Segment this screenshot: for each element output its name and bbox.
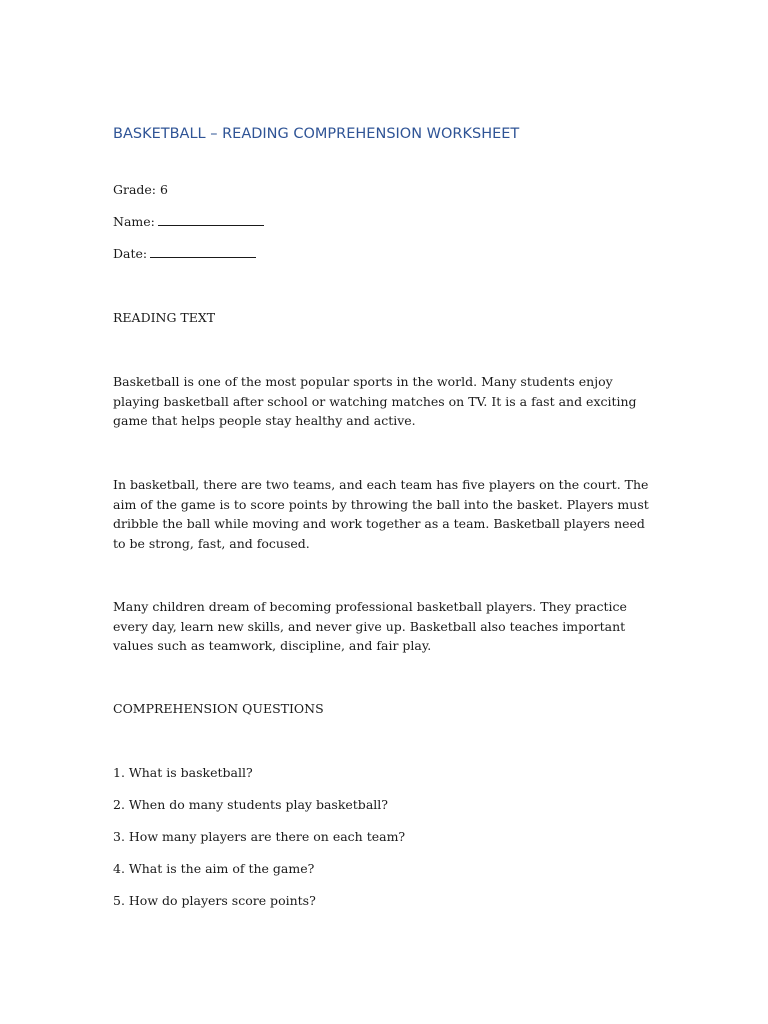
reading-heading: READING TEXT bbox=[113, 310, 216, 325]
reading-paragraph: Basketball is one of the most popular sports in the world. Many students enjoy playing basketball after school or watching matches on TV. It is a fast and exciting game that helps people stay healthy and active. bbox=[113, 374, 637, 429]
question-item: 2. When do many students play basketball? bbox=[113, 797, 388, 812]
question-item: 3. How many players are there on each team? bbox=[113, 829, 406, 844]
question-item: 1. What is basketball? bbox=[113, 765, 253, 780]
name-label: Name: bbox=[113, 214, 155, 229]
name-blank[interactable] bbox=[158, 214, 264, 226]
reading-paragraph: In basketball, there are two teams, and each team has five players on the court. The aim of the game is to score points by throwing the ball into the basket. Players must dribble the ball while moving and work together as a team. Basketball players need to be strong, fast, and focused. bbox=[113, 477, 649, 551]
comprehension-heading: COMPREHENSION QUESTIONS bbox=[113, 701, 324, 716]
grade-line: Grade: 6 bbox=[113, 182, 168, 197]
question-item: 4. What is the aim of the game? bbox=[113, 861, 315, 876]
date-line bbox=[113, 246, 256, 262]
date-label: Date: bbox=[113, 246, 148, 261]
date-blank[interactable] bbox=[150, 246, 256, 258]
name-line bbox=[113, 214, 264, 230]
worksheet-title: BASKETBALL – READING COMPREHENSION WORKSHEET bbox=[113, 126, 520, 142]
reading-paragraph: Many children dream of becoming professional basketball players. They practice every day, learn new skills, and never give up. Basketball also teaches important values such as teamwork, discipline, and fair play. bbox=[113, 599, 627, 654]
question-item: 5. How do players score points? bbox=[113, 893, 316, 908]
